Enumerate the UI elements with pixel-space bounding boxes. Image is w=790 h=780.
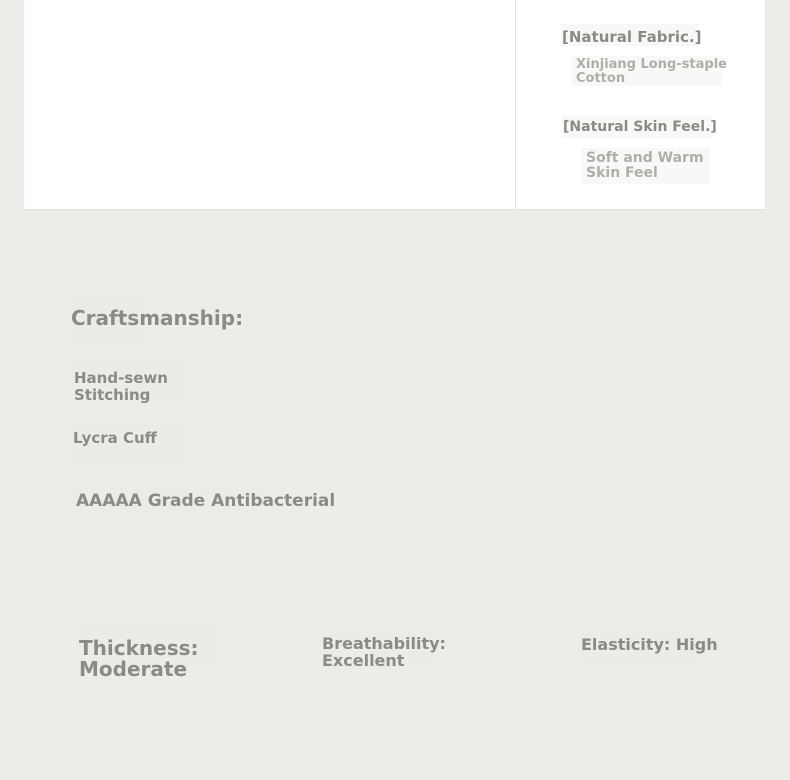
natural-skin-feel-detail: Soft and Warm Skin Feel xyxy=(586,150,704,181)
lycra-cuff: Lycra Cuff xyxy=(73,429,157,447)
elasticity-attribute: Elasticity: High xyxy=(581,635,718,654)
aaaaa-grade-antibacterial: AAAAA Grade Antibacterial xyxy=(76,491,336,511)
craftsmanship-heading: Craftsmanship: xyxy=(71,306,244,330)
natural-fabric-title: [Natural Fabric.] xyxy=(562,28,702,46)
panel-divider xyxy=(515,0,516,209)
hand-sewn-stitching: Hand-sewn Stitching xyxy=(74,369,168,404)
thickness-attribute: Thickness: Moderate xyxy=(79,636,199,681)
natural-skin-feel-title: [Natural Skin Feel.] xyxy=(563,119,717,135)
natural-fabric-detail: Xinjiang Long-staple Cotton xyxy=(576,57,727,87)
breathability-attribute: Breathability: Excellent xyxy=(322,634,446,670)
